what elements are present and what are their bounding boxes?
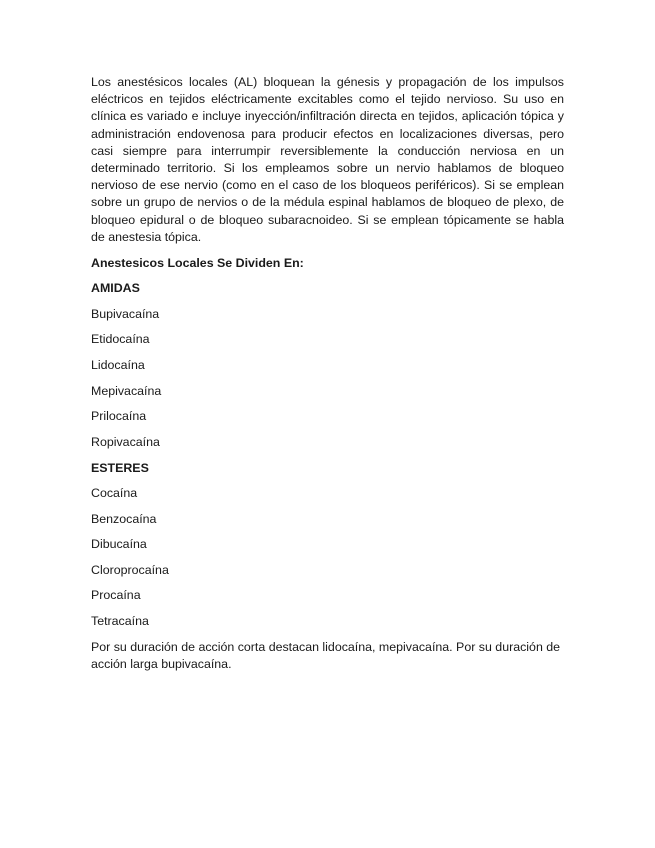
closing-paragraph: Por su duración de acción corta destacan lidocaína, mepivacaína. Por su duración de acción larga bupivacaína. [91,639,561,671]
list-item: Etidocaína [91,332,150,347]
esteres-list [91,485,564,630]
esteres-heading: ESTERES [91,460,149,475]
document-page [91,74,564,673]
list-item: Lidocaína [91,358,145,373]
amidas-heading: AMIDAS [91,281,140,296]
list-item: Dibucaína [91,537,147,552]
intro-paragraph: Los anestésicos locales (AL) bloquean la génesis y propagación de los impulsos eléctricos en tejidos eléctricamente excitables como el tejido nervioso. Su uso en clínica es variado e incluye inyección/infiltración directa en tejidos, aplicación tópica y administración endovenosa para producir efectos en localizaciones diversas, pero casi siempre para interrumpir reversiblemente la conducción nerviosa en un determinado territorio. Si los empleamos sobre un nervio hablamos de bloqueo nervioso de ese nervio (como en el caso de los bloqueos periféricos). Si se emplean sobre un grupo de nervios o de la médula espinal hablamos de bloqueo de plexo, de bloqueo epidural o de bloqueo subaracnoideo. Si se emplean tópicamente se habla de anestesia tópica. [91,75,564,244]
list-item: Procaína [91,588,141,603]
list-item: Benzocaína [91,511,157,526]
list-item: Bupivacaína [91,306,160,321]
amidas-list [91,306,564,451]
list-item: Mepivacaína [91,383,162,398]
list-item: Prilocaína [91,409,147,424]
list-item: Cocaína [91,486,138,501]
section-heading: Anestesicos Locales Se Dividen En: [91,255,304,270]
list-item: Tetracaína [91,614,149,629]
list-item: Cloroprocaína [91,562,169,577]
list-item: Ropivacaína [91,434,160,449]
